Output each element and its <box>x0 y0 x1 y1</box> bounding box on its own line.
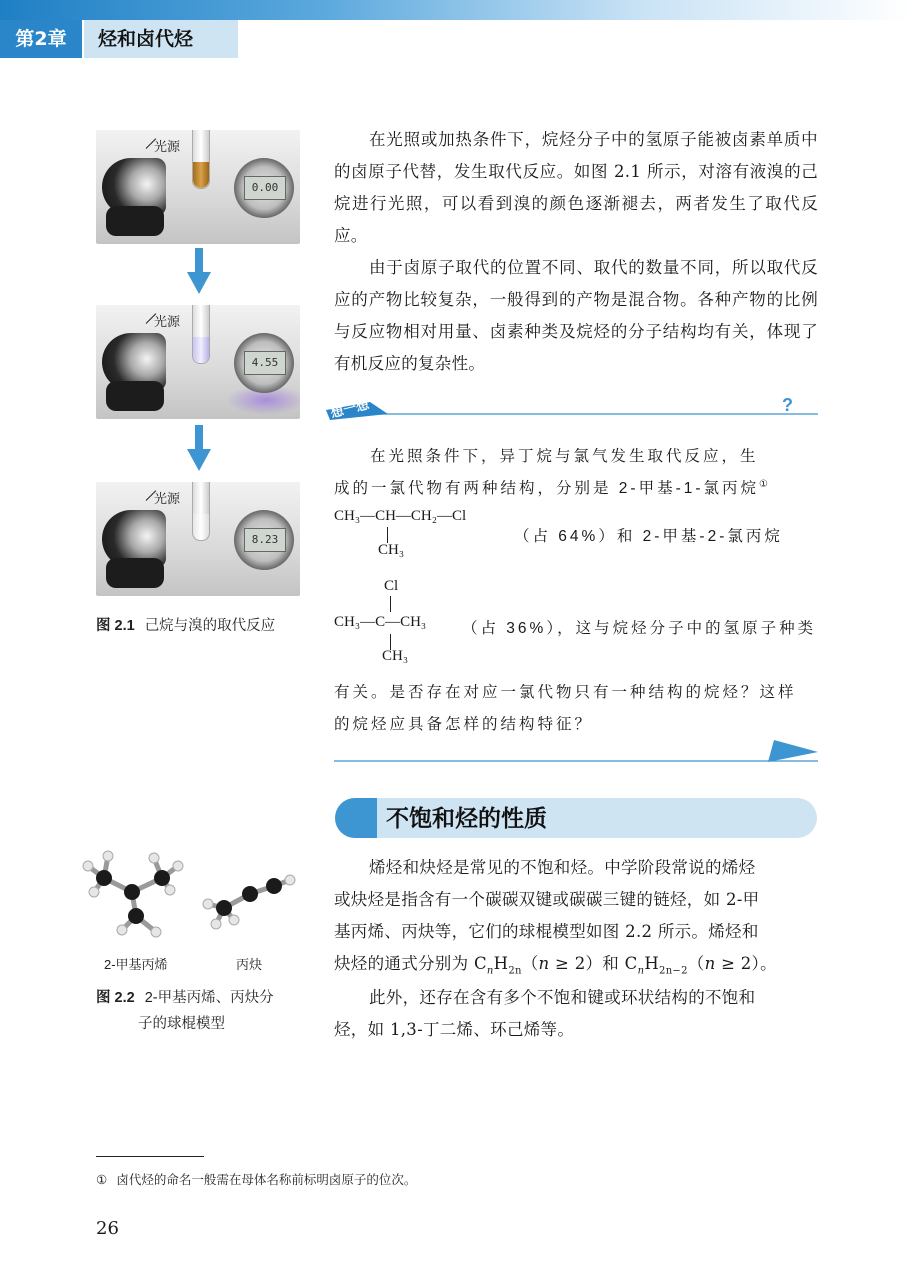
footnote <box>96 1170 416 1188</box>
think-header-line <box>326 396 818 420</box>
structure-1-branch: CH₃ <box>378 542 405 558</box>
footnote-text: 卤代烃的命名一般需在母体名称前标明卤原子的位次。 <box>116 1173 417 1187</box>
chapter-title: 烃和卤代烃 <box>84 20 238 58</box>
section-heading-marker <box>335 798 377 838</box>
page-number: 26 <box>96 1218 119 1239</box>
caption-number: 图 2.2 <box>96 990 135 1006</box>
timer-icon <box>234 158 294 218</box>
photo-step-2 <box>96 305 300 419</box>
figure-2-2-caption <box>96 986 274 1007</box>
model-label-b: 丙炔 <box>236 957 263 972</box>
ball-and-stick-models <box>74 848 306 948</box>
photo-step-3 <box>96 482 300 596</box>
structure-1-main: CH₃—CH—CH₂—Cl <box>334 508 467 524</box>
photo-label: 光源 <box>154 492 181 507</box>
svg-text:?: ? <box>782 396 793 415</box>
section-p1-line-3: 基丙烯、丙炔等，它们的球棍模型如图 2.2 所示。烯烃和 <box>334 922 759 941</box>
section-p1-line-2: 或炔烃是指含有一个碳碳双键或碳碳三键的链烃，如 2-甲 <box>334 890 760 909</box>
timer-icon <box>234 333 294 393</box>
footnote-mark: ① <box>759 478 772 490</box>
model-label-a: 2-甲基丙烯 <box>104 957 168 972</box>
photo-label: 光源 <box>154 140 181 155</box>
structure-2-branch: CH₃ <box>382 648 409 664</box>
section-p1-line-1: 烯烃和炔烃是常见的不饱和烃。中学阶段常说的烯烃 <box>369 858 756 877</box>
caption-number: 图 2.1 <box>96 618 135 634</box>
arrow-down-icon <box>187 425 211 471</box>
figure-2-1-caption <box>96 614 275 635</box>
footnote-rule <box>96 1156 204 1157</box>
structure-2-top: Cl <box>384 578 399 594</box>
think-line-3: 有关。是否存在对应一氯代物只有一种结构的烷烃？这样 <box>334 684 797 701</box>
timer-reading: 0.00 <box>244 176 286 200</box>
bond-line <box>387 527 388 543</box>
section-p1-line-4: 炔烃的通式分别为 $C_nH_{2n}(n \ge 2)$和 $C_nH_{2n-2}(n \ge 2)$。 <box>334 954 777 977</box>
section-p2-line-1: 此外，还存在含有多个不饱和键或环状结构的不饱和 <box>369 988 756 1007</box>
photo-label: 光源 <box>154 315 181 330</box>
chapter-label: 第2章 <box>0 20 82 58</box>
intro-paragraph-2: 由于卤原子取代的位置不同、取代的数量不同，所以取代反应的产物比较复杂，一般得到的产物是混合物。各种产物的比例与反应物相对用量、卤素种类及烷烃的分子结构均有关，体现了有机反应的复杂性。 <box>334 258 818 373</box>
caption-text: 己烷与溴的取代反应 <box>144 618 276 634</box>
footnote-mark: ① <box>96 1173 108 1187</box>
header-gradient-bar <box>0 0 910 20</box>
section-p2-line-2: 烃，如 1,3-丁二烯、环己烯等。 <box>334 1020 575 1039</box>
intro-paragraph-1: 在光照或加热条件下，烷烃分子中的氢原子能被卤素单质中的卤原子代替，发生取代反应。如图 2.1 所示，对溶有液溴的己烷进行光照，可以看到溴的颜色逐渐褪去，两者发生了取代反应。 <box>334 130 818 245</box>
structure-1-text: （占 64%）和 2-甲基-2-氯丙烷 <box>514 528 783 545</box>
bond-line <box>390 596 391 612</box>
arrow-down-icon <box>187 248 211 294</box>
timer-icon <box>234 510 294 570</box>
structure-2-main: CH₃—C—CH₃ <box>334 614 427 630</box>
think-tag: 想一想 <box>329 396 371 421</box>
figure-2-2-caption-line-2: 子的球棍模型 <box>138 1016 225 1032</box>
timer-reading: 8.23 <box>244 528 286 552</box>
think-line-2: 成的一氯代物有两种结构，分别是 2-甲基-1-氯丙烷① <box>334 478 772 497</box>
timer-reading: 4.55 <box>244 351 286 375</box>
think-line-4: 的烷烃应具备怎样的结构特征？ <box>334 716 594 733</box>
think-line-1: 在光照条件下，异丁烷与氯气发生取代反应，生 <box>370 448 759 465</box>
structure-2-text: （占 36%），这与烷烃分子中的氢原子种类 <box>462 620 817 637</box>
photo-step-1 <box>96 130 300 244</box>
section-title: 不饱和烃的性质 <box>386 805 547 831</box>
think-footer-line <box>334 736 818 764</box>
caption-line-1: 2-甲基丙烯、丙炔分 <box>144 990 274 1006</box>
